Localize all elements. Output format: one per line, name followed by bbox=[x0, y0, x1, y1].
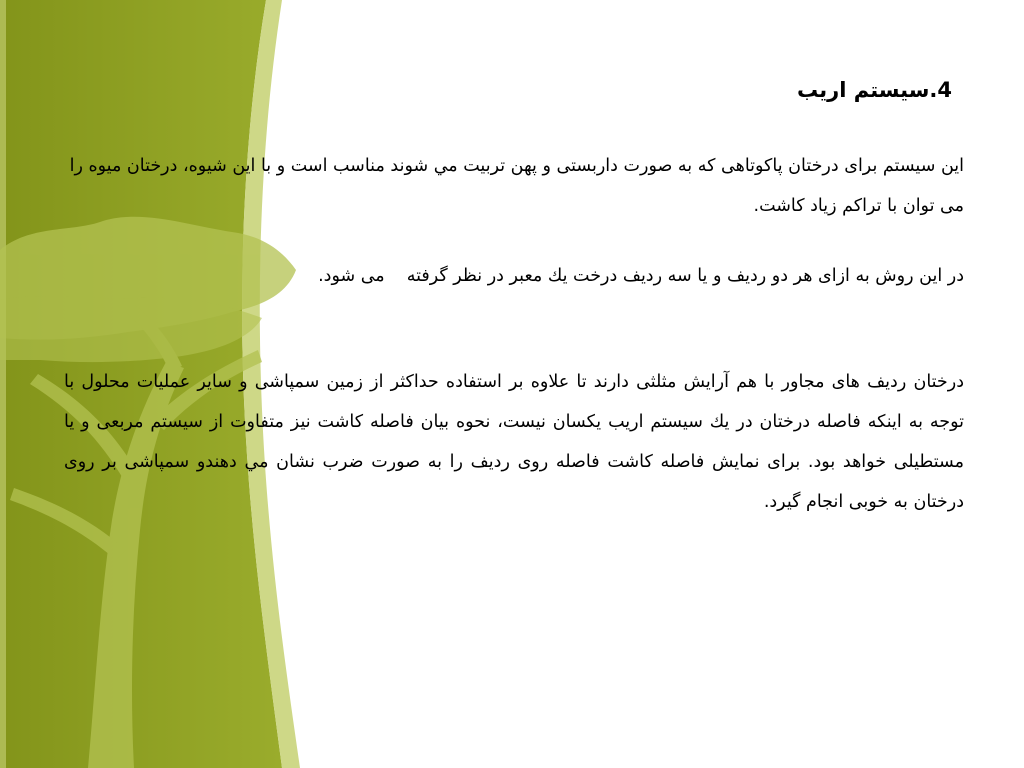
paragraph-path-main: در این روش به ازای هر دو ردیف و یا سه ردیف درخت يك معبر در نظر گرفته bbox=[406, 266, 964, 286]
paragraph-path-end: می شود. bbox=[318, 266, 385, 286]
paragraph-path bbox=[64, 256, 964, 296]
paragraph-arrangement: درختان ردیف های مجاور با هم آرایش مثلثی دارند تا علاوه بر استفاده حداکثر از زمین سمپاشی و سایر عملیات محلول با توجه به اینکه فاصله درختان در يك سیستم اریب یکسان نیست، نحوه بیان فاصله کاشت نیز متفاوت از سیستم مربعی و یا مستطیلی خواهد بود. برای نمایش فاصله کاشت فاصله روی ردیف را به صورت ضرب نشان مي دهندو سمپاشی بر روی درختان به خوبی انجام گیرد. bbox=[64, 372, 964, 512]
slide-title: 4.سیستم اریب bbox=[797, 78, 952, 102]
paragraph-intro: این سیستم برای درختان پاکوتاهی که به صورت داربستی و پهن تربیت مي شوند مناسب است و با این شیوه، درختان میوه را می توان با تراکم زیاد کاشت. bbox=[69, 156, 964, 216]
